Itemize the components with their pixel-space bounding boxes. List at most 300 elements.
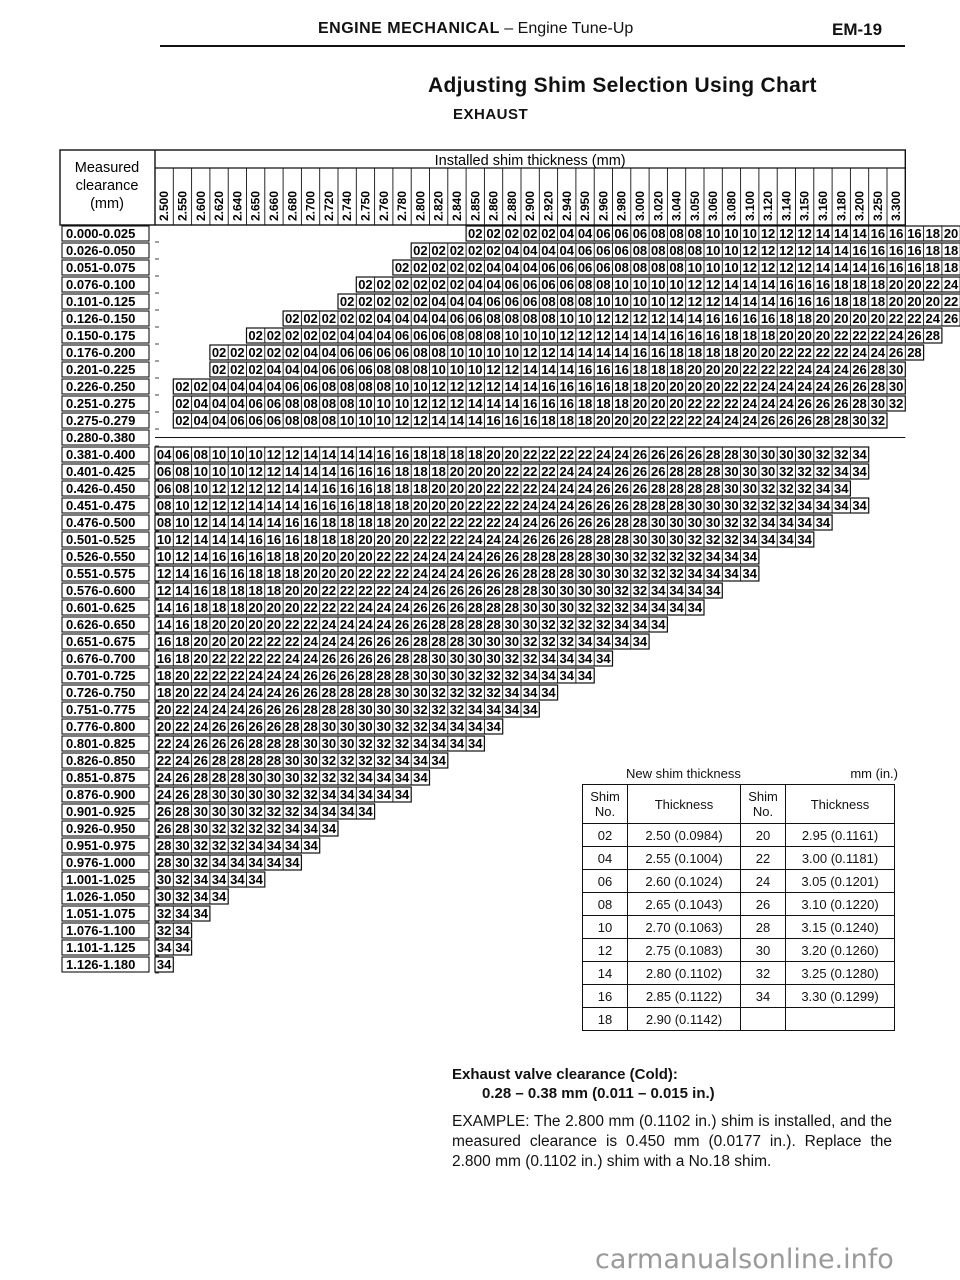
shim-thickness-cell: 3.10 (0.1220) xyxy=(786,893,895,916)
shim-cell: 02 xyxy=(266,328,282,343)
shim-cell: 26 xyxy=(431,583,446,598)
shim-cell: 28 xyxy=(156,838,172,853)
shim-cell: 08 xyxy=(522,311,538,326)
shim-cell: 32 xyxy=(632,583,648,598)
shim-cell: 34 xyxy=(376,787,391,802)
shim-cell: 20 xyxy=(651,396,666,411)
shim-cell: 34 xyxy=(468,736,483,751)
shim-cell: 12 xyxy=(559,328,574,343)
shim-cell: 08 xyxy=(559,294,574,309)
shim-cell: 26 xyxy=(614,481,629,496)
shim-cell: 04 xyxy=(358,328,373,343)
shim-cell: 22 xyxy=(193,668,208,683)
shim-number-cell: 16 xyxy=(583,985,628,1008)
shim-cell: 26 xyxy=(358,634,373,649)
shim-cell: 14 xyxy=(632,328,648,343)
shim-cell: 18 xyxy=(760,328,776,343)
shim-cell: 24 xyxy=(413,583,428,598)
shim-cell: 30 xyxy=(266,770,282,785)
shim-cell: 20 xyxy=(449,464,465,479)
shim-cell: 24 xyxy=(468,549,483,564)
shim-cell: 30 xyxy=(486,634,501,649)
shim-cell: 28 xyxy=(413,634,428,649)
shim-cell: 14 xyxy=(504,379,520,394)
shim-cell: 02 xyxy=(394,294,410,309)
shim-cell: 24 xyxy=(834,362,849,377)
shim-cell: 12 xyxy=(193,515,208,530)
shim-cell: 06 xyxy=(339,362,355,377)
row-label: 0.000-0.025 xyxy=(66,226,136,241)
column-label: 2.900 xyxy=(523,190,538,221)
shim-cell: 16 xyxy=(559,396,574,411)
shim-cell: 16 xyxy=(504,413,520,428)
shim-cell: 32 xyxy=(376,736,391,751)
shim-cell: 16 xyxy=(230,549,245,564)
shim-cell: 34 xyxy=(614,634,629,649)
row-label: 0.876-0.900 xyxy=(66,787,136,802)
shim-cell: 16 xyxy=(907,260,922,275)
shim-cell: 34 xyxy=(687,566,703,581)
shim-cell: 02 xyxy=(303,328,318,343)
shim-cell: 14 xyxy=(852,260,867,275)
shim-cell: 04 xyxy=(431,311,446,326)
shim-cell: 02 xyxy=(413,294,428,309)
shim-cell: 34 xyxy=(468,719,483,734)
shim-cell: 34 xyxy=(266,855,282,870)
shim-cell: 32 xyxy=(504,651,520,666)
shim-cell: 32 xyxy=(596,600,611,615)
shim-cell: 18 xyxy=(175,651,190,666)
shim-cell: 08 xyxy=(413,345,428,360)
shim-cell: 20 xyxy=(230,617,245,632)
shim-cell: 34 xyxy=(193,906,208,921)
shim-cell: 32 xyxy=(193,855,208,870)
shim-cell: 34 xyxy=(358,770,373,785)
shim-cell: 02 xyxy=(175,413,190,428)
shim-cell: 04 xyxy=(266,362,282,377)
shim-cell: 12 xyxy=(632,311,648,326)
shim-cell: 32 xyxy=(321,753,337,768)
shim-cell: 26 xyxy=(468,566,483,581)
column-label: 2.980 xyxy=(614,190,629,221)
shim-cell: 22 xyxy=(266,634,282,649)
shim-cell: 02 xyxy=(449,260,465,275)
shim-number-cell: 18 xyxy=(583,1008,628,1031)
row-label: 0.926-0.950 xyxy=(66,821,136,836)
shim-cell: 18 xyxy=(376,498,391,513)
shim-cell: 30 xyxy=(339,719,355,734)
shim-cell: 30 xyxy=(193,804,208,819)
shim-cell: 18 xyxy=(211,583,227,598)
shim-cell: 08 xyxy=(175,464,190,479)
shim-cell: 16 xyxy=(394,447,410,462)
shim-cell: 02 xyxy=(431,277,446,292)
shim-cell: 10 xyxy=(376,413,391,428)
shim-cell: 06 xyxy=(541,260,556,275)
shim-cell: 14 xyxy=(266,498,282,513)
shim-cell: 30 xyxy=(211,804,227,819)
shim-cell: 34 xyxy=(211,855,227,870)
shim-cell: 34 xyxy=(248,838,263,853)
shim-cell: 24 xyxy=(321,617,337,632)
shim-cell: 26 xyxy=(596,515,611,530)
shim-cell: 28 xyxy=(614,515,629,530)
shim-cell: 28 xyxy=(834,413,849,428)
shim-cell: 26 xyxy=(193,753,208,768)
shim-cell: 18 xyxy=(779,311,794,326)
shim-cell: 24 xyxy=(614,447,629,462)
column-label: 2.550 xyxy=(175,190,190,221)
shim-cell: 20 xyxy=(303,583,318,598)
shim-cell: 28 xyxy=(266,736,282,751)
shim-cell: 10 xyxy=(449,362,465,377)
shim-cell: 06 xyxy=(559,277,574,292)
shim-cell: 14 xyxy=(614,345,629,360)
shim-cell: 16 xyxy=(339,498,355,513)
row-label: 0.076-0.100 xyxy=(66,277,136,292)
shim-cell: 30 xyxy=(266,787,282,802)
shim-cell: 08 xyxy=(577,294,593,309)
shim-cell: 08 xyxy=(339,396,355,411)
shim-cell: 02 xyxy=(175,396,190,411)
shim-cell: 30 xyxy=(230,787,245,802)
shim-cell: 10 xyxy=(724,243,739,258)
shim-cell: 10 xyxy=(358,396,373,411)
shim-cell: 32 xyxy=(358,753,373,768)
shim-cell: 20 xyxy=(394,515,410,530)
shim-cell: 30 xyxy=(888,362,904,377)
shim-cell: 08 xyxy=(596,277,611,292)
shim-cell: 28 xyxy=(614,532,629,547)
shim-cell: 18 xyxy=(614,396,629,411)
shim-cell: 08 xyxy=(431,345,446,360)
shim-cell: 24 xyxy=(266,685,282,700)
shim-cell: 10 xyxy=(651,277,666,292)
shim-cell: 28 xyxy=(577,532,593,547)
shim-cell: 34 xyxy=(852,464,867,479)
column-label: 2.920 xyxy=(541,190,556,221)
shim-cell: 10 xyxy=(394,396,410,411)
shim-cell: 04 xyxy=(303,345,318,360)
shim-cell: 02 xyxy=(175,379,190,394)
shim-cell: 04 xyxy=(230,396,245,411)
shim-cell: 08 xyxy=(394,362,410,377)
shim-number-cell: 02 xyxy=(583,824,628,847)
shim-cell: 06 xyxy=(522,277,538,292)
shim-cell: 12 xyxy=(449,379,465,394)
shim-cell: 28 xyxy=(413,651,428,666)
shim-cell: 06 xyxy=(431,328,446,343)
shim-cell: 32 xyxy=(632,549,648,564)
shim-cell: 16 xyxy=(541,379,556,394)
shim-cell: 06 xyxy=(504,294,520,309)
shim-cell: 04 xyxy=(559,243,574,258)
shim-thickness-cell xyxy=(786,1008,895,1031)
shim-cell: 34 xyxy=(303,821,318,836)
shim-cell: 22 xyxy=(724,396,739,411)
row-label: 0.451-0.475 xyxy=(66,498,136,513)
shim-cell: 10 xyxy=(468,345,483,360)
shim-cell: 20 xyxy=(248,617,263,632)
shim-cell: 06 xyxy=(522,294,538,309)
shim-cell: 22 xyxy=(376,583,391,598)
shim-thickness-cell: 3.00 (0.1181) xyxy=(786,847,895,870)
column-label: 3.040 xyxy=(669,190,684,221)
shim-cell: 28 xyxy=(285,736,300,751)
shim-cell: 20 xyxy=(486,447,501,462)
shim-cell: 20 xyxy=(632,413,648,428)
shim-cell: 28 xyxy=(705,464,721,479)
shim-cell: 32 xyxy=(870,413,886,428)
shim-cell: 30 xyxy=(394,685,410,700)
shim-cell: 02 xyxy=(321,311,337,326)
shim-cell: 18 xyxy=(449,447,465,462)
shim-cell: 10 xyxy=(230,447,245,462)
shim-cell: 22 xyxy=(541,447,556,462)
shim-cell: 28 xyxy=(632,498,648,513)
shim-cell: 18 xyxy=(632,379,648,394)
shim-cell: 26 xyxy=(614,498,629,513)
shim-cell: 04 xyxy=(559,226,574,241)
shim-cell: 10 xyxy=(632,277,648,292)
shim-cell: 08 xyxy=(285,396,300,411)
shim-cell: 22 xyxy=(394,549,410,564)
shim-cell: 34 xyxy=(632,634,648,649)
shim-cell: 30 xyxy=(760,464,776,479)
shim-cell: 24 xyxy=(358,617,373,632)
shim-cell: 24 xyxy=(248,685,263,700)
shim-cell: 02 xyxy=(449,277,465,292)
shim-cell: 16 xyxy=(724,311,739,326)
shim-cell: 18 xyxy=(339,515,355,530)
shim-cell: 04 xyxy=(211,379,227,394)
shim-cell: 16 xyxy=(596,362,611,377)
shim-cell: 32 xyxy=(815,447,831,462)
shim-cell: 10 xyxy=(632,294,648,309)
column-label: 2.780 xyxy=(395,190,410,221)
shim-cell: 24 xyxy=(504,532,520,547)
shim-cell: 30 xyxy=(248,770,263,785)
shim-cell: 16 xyxy=(541,396,556,411)
shim-cell: 30 xyxy=(577,583,593,598)
shim-cell: 24 xyxy=(742,413,757,428)
row-label: 0.275-0.279 xyxy=(66,413,136,428)
shim-cell: 34 xyxy=(211,872,227,887)
shim-cell: 22 xyxy=(358,583,373,598)
shim-cell: 28 xyxy=(687,481,703,496)
column-label: 2.860 xyxy=(486,190,501,221)
shim-cell: 24 xyxy=(303,634,318,649)
shim-cell: 22 xyxy=(156,753,172,768)
shim-cell: 24 xyxy=(431,549,446,564)
shim-cell: 08 xyxy=(303,413,318,428)
shim-cell: 22 xyxy=(541,464,556,479)
shim-cell: 24 xyxy=(925,311,940,326)
shim-cell: 24 xyxy=(760,396,776,411)
shim-cell: 14 xyxy=(156,600,172,615)
shim-cell: 20 xyxy=(156,702,172,717)
shim-cell: 18 xyxy=(413,464,428,479)
shim-cell: 16 xyxy=(888,226,904,241)
shim-cell: 18 xyxy=(358,498,373,513)
shim-cell: 02 xyxy=(248,345,263,360)
row-label: 1.051-1.075 xyxy=(66,906,136,921)
shim-cell: 18 xyxy=(175,634,190,649)
shim-cell: 28 xyxy=(724,447,739,462)
shim-cell: 34 xyxy=(522,668,538,683)
shim-cell: 32 xyxy=(175,889,190,904)
shim-cell: 06 xyxy=(394,345,410,360)
shim-cell: 18 xyxy=(925,226,940,241)
shim-cell: 28 xyxy=(705,481,721,496)
shim-cell: 30 xyxy=(486,651,501,666)
shim-cell: 16 xyxy=(614,362,629,377)
shim-cell: 24 xyxy=(156,770,172,785)
shim-cell: 18 xyxy=(724,328,739,343)
shim-cell: 18 xyxy=(852,294,867,309)
shim-cell: 16 xyxy=(156,651,172,666)
shim-cell: 04 xyxy=(193,396,208,411)
row-label: 0.201-0.225 xyxy=(66,362,136,377)
shim-cell: 04 xyxy=(468,294,483,309)
shim-row xyxy=(583,962,895,985)
shim-cell: 24 xyxy=(175,736,190,751)
shim-cell: 22 xyxy=(285,617,300,632)
shim-cell: 22 xyxy=(248,651,263,666)
shim-cell: 24 xyxy=(486,532,501,547)
shim-cell: 16 xyxy=(321,498,337,513)
shim-cell: 04 xyxy=(449,294,465,309)
shim-cell: 30 xyxy=(175,855,190,870)
shim-cell: 32 xyxy=(266,804,282,819)
shim-cell: 10 xyxy=(559,311,574,326)
shim-no-header xyxy=(583,785,628,824)
shim-cell: 26 xyxy=(669,447,684,462)
thickness-header: Thickness xyxy=(628,785,741,824)
shim-cell: 12 xyxy=(651,311,666,326)
shim-cell: 16 xyxy=(852,243,867,258)
shim-cell: 26 xyxy=(211,736,227,751)
shim-cell: 08 xyxy=(486,311,501,326)
row-label: 0.501-0.525 xyxy=(66,532,136,547)
shim-cell: 26 xyxy=(413,617,428,632)
shim-cell: 02 xyxy=(285,345,300,360)
shim-cell: 02 xyxy=(413,243,428,258)
shim-cell: 12 xyxy=(449,396,465,411)
header-subsection: Engine Tune-Up xyxy=(517,20,634,37)
shim-cell: 12 xyxy=(779,260,794,275)
shim-cell: 12 xyxy=(413,413,428,428)
shim-cell: 34 xyxy=(431,736,446,751)
shim-cell: 22 xyxy=(339,600,355,615)
shim-cell: 04 xyxy=(266,379,282,394)
thickness-header: Thickness xyxy=(786,785,895,824)
shim-cell: 26 xyxy=(230,736,245,751)
shim-cell: 24 xyxy=(339,634,355,649)
shim-cell: 02 xyxy=(321,328,337,343)
shim-cell: 34 xyxy=(577,634,593,649)
shim-cell: 12 xyxy=(394,413,410,428)
shim-cell: 14 xyxy=(669,311,684,326)
shim-cell: 24 xyxy=(230,685,245,700)
shim-cell: 24 xyxy=(175,753,190,768)
shim-cell: 08 xyxy=(651,260,666,275)
shim-cell: 20 xyxy=(943,226,959,241)
shim-number-cell: 30 xyxy=(741,939,786,962)
new-shim-table xyxy=(582,784,895,1031)
shim-cell: 30 xyxy=(376,719,391,734)
shim-cell: 32 xyxy=(285,787,300,802)
shim-cell: 12 xyxy=(486,362,501,377)
shim-cell: 24 xyxy=(852,345,867,360)
shim-cell: 06 xyxy=(358,345,373,360)
shim-cell: 22 xyxy=(486,498,501,513)
shim-cell: 12 xyxy=(687,277,703,292)
shim-cell: 22 xyxy=(211,651,227,666)
shim-cell: 04 xyxy=(303,362,318,377)
shim-cell: 20 xyxy=(742,345,757,360)
shim-cell: 06 xyxy=(358,362,373,377)
shim-cell: 28 xyxy=(303,702,318,717)
shim-cell: 12 xyxy=(596,328,611,343)
shim-cell: 16 xyxy=(376,464,391,479)
shim-cell: 24 xyxy=(394,600,410,615)
shim-cell: 26 xyxy=(431,600,446,615)
shim-cell: 08 xyxy=(156,515,172,530)
shim-cell: 26 xyxy=(156,821,172,836)
shim-cell: 14 xyxy=(815,243,831,258)
shim-cell: 04 xyxy=(321,345,337,360)
shim-cell: 24 xyxy=(449,549,465,564)
shim-cell: 20 xyxy=(449,481,465,496)
shim-cell: 16 xyxy=(779,294,794,309)
row-label: 0.826-0.850 xyxy=(66,753,136,768)
shim-cell: 20 xyxy=(175,685,190,700)
column-label: 2.720 xyxy=(321,190,336,221)
corner-label: clearance xyxy=(75,178,139,194)
shim-cell: 14 xyxy=(449,413,465,428)
shim-cell: 34 xyxy=(468,702,483,717)
shim-cell: 14 xyxy=(486,396,501,411)
shim-cell: 22 xyxy=(230,651,245,666)
shim-cell: 20 xyxy=(834,311,849,326)
shim-cell: 12 xyxy=(193,498,208,513)
shim-cell: 02 xyxy=(486,243,501,258)
shim-cell: 30 xyxy=(193,821,208,836)
shim-cell: 14 xyxy=(321,464,337,479)
shim-cell: 02 xyxy=(431,260,446,275)
shim-cell: 20 xyxy=(285,583,300,598)
row-label: 1.001-1.025 xyxy=(66,872,136,887)
shim-cell: 14 xyxy=(559,345,574,360)
shim-cell: 18 xyxy=(577,396,593,411)
shim-cell: 14 xyxy=(285,481,300,496)
shim-number-cell xyxy=(741,1008,786,1031)
shim-cell: 02 xyxy=(394,277,410,292)
shim-cell: 22 xyxy=(504,464,520,479)
shim-cell: 08 xyxy=(175,481,190,496)
shim-cell: 20 xyxy=(651,379,666,394)
shim-cell: 12 xyxy=(797,226,812,241)
shim-cell: 34 xyxy=(779,532,794,547)
shim-cell: 10 xyxy=(705,260,721,275)
shim-cell: 26 xyxy=(797,396,812,411)
shim-cell: 16 xyxy=(669,328,684,343)
shim-cell: 22 xyxy=(669,413,684,428)
shim-cell: 06 xyxy=(541,277,556,292)
shim-cell: 08 xyxy=(285,413,300,428)
shim-cell: 10 xyxy=(339,413,355,428)
